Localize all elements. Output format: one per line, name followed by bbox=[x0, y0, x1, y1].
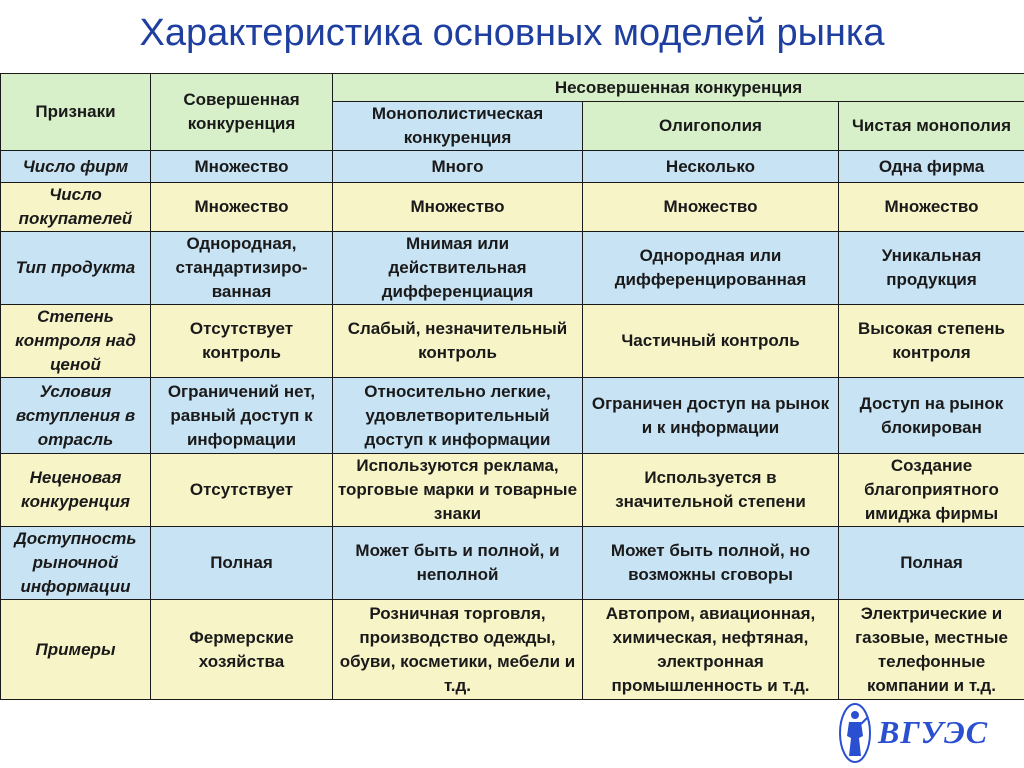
table-cell: Отсутствует контроль bbox=[151, 305, 333, 378]
row-label-firms: Число фирм bbox=[1, 151, 151, 183]
logo-text: ВГУЭС bbox=[878, 714, 989, 750]
row-label-price-control: Степень контроля над ценой bbox=[1, 305, 151, 378]
table-cell: Отсутствует bbox=[151, 454, 333, 527]
table-cell: Ограничений нет, равный доступ к информации bbox=[151, 378, 333, 454]
table-row bbox=[1, 232, 1024, 305]
row-label-examples: Примеры bbox=[1, 600, 151, 700]
slide-title: Характеристика основных моделей рынка bbox=[139, 12, 885, 54]
table-cell: Слабый, незначительный контроль bbox=[333, 305, 583, 378]
table-cell: Полная bbox=[839, 527, 1024, 600]
row-label-buyers: Число покупателей bbox=[1, 183, 151, 232]
table-cell: Ограничен доступ на рынок и к информации bbox=[583, 378, 839, 454]
table-row bbox=[1, 600, 1024, 700]
row-label-information-access: Доступность рыночной информации bbox=[1, 527, 151, 600]
row-label-nonprice-competition: Неценовая конкуренция bbox=[1, 454, 151, 527]
header-perfect-competition: Совершенная конкуренция bbox=[151, 74, 333, 151]
market-models-table bbox=[0, 73, 1024, 700]
table-cell: Множество bbox=[151, 151, 333, 183]
table-cell: Однородная или дифференцированная bbox=[583, 232, 839, 305]
header-pure-monopoly: Чистая монополия bbox=[839, 102, 1024, 151]
table-cell: Несколько bbox=[583, 151, 839, 183]
header-oligopoly: Олигополия bbox=[583, 102, 839, 151]
table-cell: Частичный контроль bbox=[583, 305, 839, 378]
table-row bbox=[1, 151, 1024, 183]
header-monopolistic-competition: Монополистическая конкуренция bbox=[333, 102, 583, 151]
statue-icon bbox=[838, 702, 872, 764]
table-cell: Много bbox=[333, 151, 583, 183]
table-cell: Используется в значительной степени bbox=[583, 454, 839, 527]
table-cell: Доступ на рынок блокирован bbox=[839, 378, 1024, 454]
table-cell: Множество bbox=[839, 183, 1024, 232]
table-row bbox=[1, 378, 1024, 454]
table-cell: Одна фирма bbox=[839, 151, 1024, 183]
table-cell: Множество bbox=[333, 183, 583, 232]
table-cell: Может быть полной, но возможны сговоры bbox=[583, 527, 839, 600]
table-cell: Используются реклама, торговые марки и товарные знаки bbox=[333, 454, 583, 527]
table-cell: Однородная, стандартизиро-ванная bbox=[151, 232, 333, 305]
table-row bbox=[1, 305, 1024, 378]
table-cell: Может быть и полной, и неполной bbox=[333, 527, 583, 600]
table-cell: Автопром, авиационная, химическая, нефтяная, электронная промышленность и т.д. bbox=[583, 600, 839, 700]
row-label-entry-conditions: Условия вступления в отрасль bbox=[1, 378, 151, 454]
table-cell: Относительно легкие, удовлетворительный доступ к информации bbox=[333, 378, 583, 454]
table-row bbox=[1, 454, 1024, 527]
table-cell: Множество bbox=[583, 183, 839, 232]
table-cell: Мнимая или действительная дифференциация bbox=[333, 232, 583, 305]
table-header-row bbox=[1, 74, 1024, 102]
table-cell: Электрические и газовые, местные телефонные компании и т.д. bbox=[839, 600, 1024, 700]
row-label-product-type: Тип продукта bbox=[1, 232, 151, 305]
university-logo bbox=[838, 702, 988, 764]
table-cell: Полная bbox=[151, 527, 333, 600]
table-cell: Множество bbox=[151, 183, 333, 232]
table-row bbox=[1, 183, 1024, 232]
table-cell: Фермерские хозяйства bbox=[151, 600, 333, 700]
header-features: Признаки bbox=[1, 74, 151, 151]
table-row bbox=[1, 527, 1024, 600]
table-cell: Уникальная продукция bbox=[839, 232, 1024, 305]
table-cell: Высокая степень контроля bbox=[839, 305, 1024, 378]
table-cell: Создание благоприятного имиджа фирмы bbox=[839, 454, 1024, 527]
header-imperfect-competition: Несовершенная конкуренция bbox=[333, 74, 1024, 102]
table-cell: Розничная торговля, производство одежды, обуви, косметики, мебели и т.д. bbox=[333, 600, 583, 700]
